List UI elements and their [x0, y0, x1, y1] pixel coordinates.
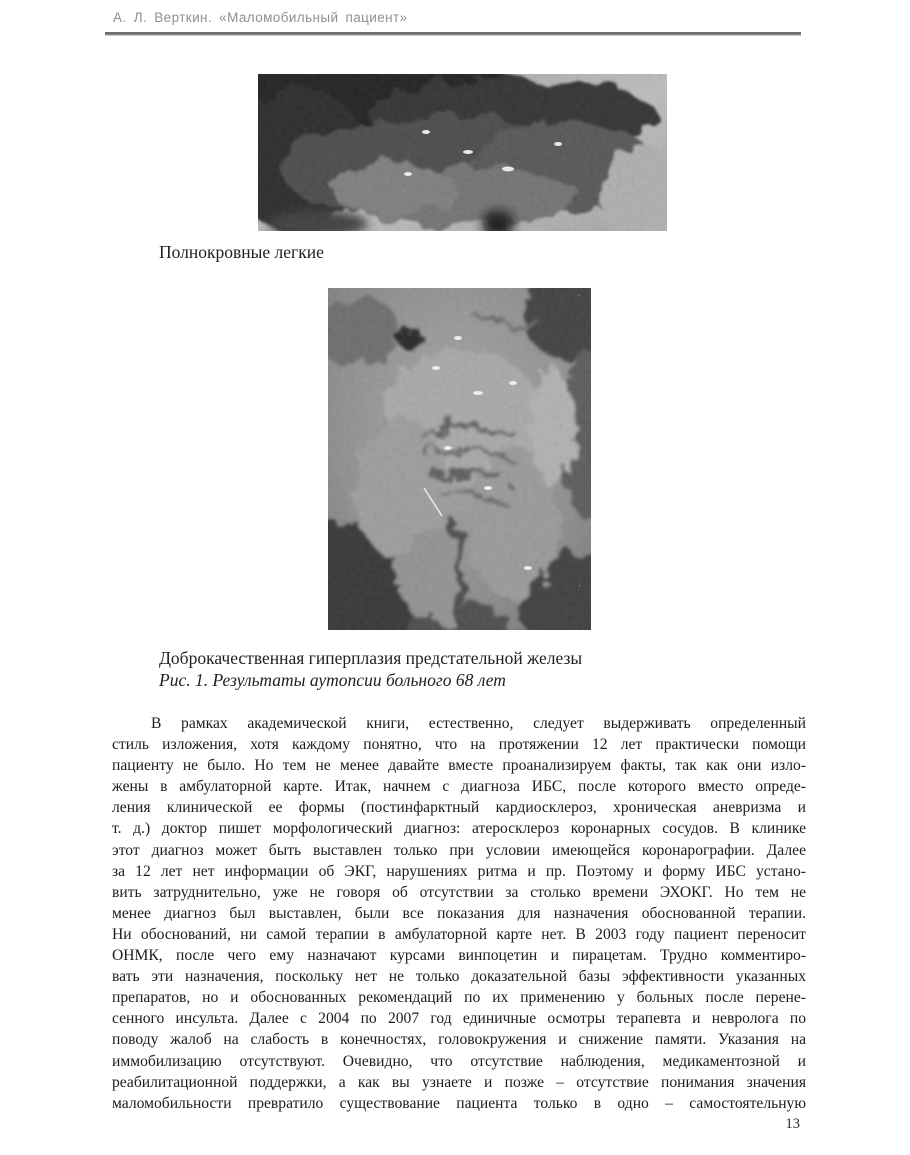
- body-line: т. д.) доктор пишет морфологический диагноз: атеросклероз коронарных сосудов. В клинике: [112, 820, 806, 838]
- prostate-photo: [328, 288, 591, 630]
- caption-lungs: Полнокровные легкие: [159, 242, 324, 262]
- body-line: за 12 лет нет информации об ЭКГ, нарушениях ритма и пр. Поэтому и форму ИБС устано-: [112, 862, 806, 880]
- body-line: иммобилизацию отсутствуют. Очевидно, что отсутствие наблюдения, медикаментозной и: [112, 1052, 806, 1070]
- body-line: реабилитационной поддержки, а как вы узнаете и позже – отсутствие понимания значения: [112, 1073, 806, 1091]
- running-title: А. Л. Верткин. «Маломобильный пациент»: [113, 10, 408, 25]
- body-line: ления клинической ее формы (постинфарктный кардиосклероз, хроническая аневризма и: [112, 799, 806, 817]
- body-line: менее диагноз был выставлен, были все показания для назначения обоснованной терапии.: [112, 904, 806, 922]
- body-line: вать эти назначения, поскольку нет не только доказательной базы эффективности указанных: [112, 968, 806, 986]
- page-number: 13: [785, 1116, 800, 1132]
- body-line: жены в амбулаторной карте. Итак, начнем с диагноза ИБС, после которого вместо опреде-: [112, 778, 806, 796]
- lungs-photo: [258, 74, 667, 231]
- body-line: препаратов, но и обоснованных рекомендаций по их применению у больных после перене-: [112, 989, 806, 1007]
- body-line: вить затруднительно, уже не говоря об отсутствии за столько времени ЭХОКГ. Но тем не: [112, 883, 806, 901]
- body-line: В рамках академической книги, естественно, следует выдерживать определенный: [151, 715, 806, 732]
- caption-prostate: Доброкачественная гиперплазия предстательной железы: [159, 648, 583, 668]
- body-line: этот диагноз может быть выставлен только при условии имеющейся коронарографии. Далее: [112, 841, 806, 859]
- running-header: [113, 10, 408, 25]
- body-line: стиль изложения, хотя каждому понятно, что на протяжении 12 лет практически помощи: [112, 736, 806, 754]
- figure-prostate: [328, 288, 591, 630]
- body-line: Ни обоснований, ни самой терапии в амбулаторной карте нет. В 2003 году пациент переносит: [112, 925, 806, 943]
- header-rule: [105, 32, 801, 36]
- body-line: сенного инсульта. Далее с 2004 по 2007 год единичные осмотры терапевта и невролога по: [112, 1010, 806, 1028]
- body-line: ОНМК, после чего ему назначают курсами винпоцетин и пирацетам. Трудно комментиро-: [112, 947, 806, 965]
- figure-label: Рис. 1. Результаты аутопсии больного 68 лет: [159, 670, 506, 690]
- figure-lungs: [258, 74, 667, 231]
- body-paragraph: [112, 713, 806, 1114]
- body-line: маломобильности превратило существование пациента только в одно – самостоятельную: [112, 1094, 806, 1112]
- body-line: поводу жалоб на слабость в конечностях, головокружения и снижение памяти. Указания на: [112, 1031, 806, 1049]
- body-line: пациенту не было. Но тем не менее давайте вместе проанализируем факты, так как они изло-: [112, 757, 806, 775]
